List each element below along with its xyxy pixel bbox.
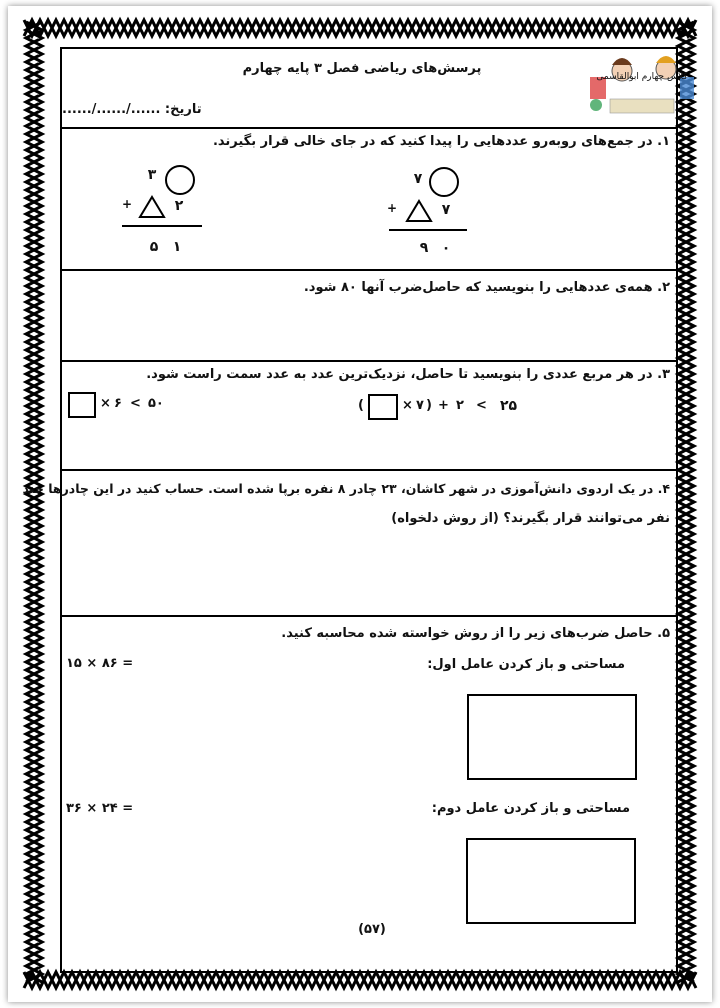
digit: ۱	[172, 239, 182, 255]
question-4-line-1: ۴. در یک اردوی دانش‌آموزی در شهر کاشان، ۲۳ چادر ۸ نفره برپا شده است. حساب کنید در این چادرها چند	[22, 481, 670, 496]
sum-line	[389, 229, 467, 231]
digit: ۵	[149, 239, 159, 255]
digit: ۲	[456, 398, 464, 413]
answer-square[interactable]	[68, 392, 96, 418]
question-3-text: ۳. در هر مربع عددی را بنویسید تا حاصل، نزدیک‌ترین عدد به عدد سمت راست شود.	[146, 367, 670, 382]
digit: ۹	[419, 240, 429, 256]
worksheet-frame	[22, 47, 688, 973]
page-number: (۵۷)	[358, 922, 386, 937]
sum-line	[122, 225, 202, 227]
target-number: ۵۰	[148, 396, 164, 411]
digit: ۰	[441, 240, 451, 256]
question-1-text: ۱. در جمع‌های روبه‌رو عددهایی را پیدا کنید که در جای خالی قرار بگیرند.	[212, 134, 670, 149]
inequality-left	[68, 392, 178, 418]
blank-circle[interactable]	[429, 167, 459, 197]
logo-text: کلاس چهارم ابوالقاسمی	[596, 72, 688, 82]
digit: ۷	[441, 202, 451, 218]
inequality-right	[358, 394, 528, 420]
answer-box-2[interactable]	[466, 838, 636, 924]
method-2-label: مساحتی و باز کردن عامل دوم:	[431, 801, 630, 816]
plus-sign: +	[438, 398, 449, 413]
divider	[62, 127, 676, 129]
divider	[62, 360, 676, 362]
digit: ۷	[413, 171, 423, 187]
multiplication-2: ۳۶ × ۲۴ =	[66, 801, 134, 816]
divider	[62, 469, 676, 471]
answer-box-1[interactable]	[467, 694, 637, 780]
paren: )	[426, 398, 432, 413]
target-number: ۲۵	[500, 398, 518, 414]
page-title: پرسش‌های ریاضی فصل ۳ پایه چهارم	[242, 61, 482, 76]
blank-circle[interactable]	[165, 165, 195, 195]
multiplication-1: ۱۵ × ۸۶ =	[66, 656, 134, 671]
plus-sign: +	[386, 201, 398, 215]
less-than-sign: <	[476, 398, 487, 413]
digit: ۳	[147, 167, 157, 183]
question-5-text: ۵. حاصل ضرب‌های زیر را از روش خواسته شده محاسبه کنید.	[281, 626, 670, 641]
plus-sign: +	[121, 197, 133, 211]
paren: (	[358, 398, 364, 413]
digit: ۶	[114, 396, 122, 411]
digit: ۲	[174, 198, 184, 214]
blank-triangle[interactable]	[405, 199, 433, 223]
question-2-text: ۲. همه‌ی عددهایی را بنویسید که حاصل‌ضرب آنها ۸۰ شود.	[303, 280, 670, 295]
blank-triangle[interactable]	[138, 195, 166, 219]
answer-square[interactable]	[368, 394, 398, 420]
date-field[interactable]: تاریخ: ....../....../......	[62, 102, 202, 117]
worksheet-page	[8, 6, 712, 1002]
digit: ۷	[416, 398, 424, 413]
times-sign: ×	[402, 398, 413, 413]
method-1-label: مساحتی و باز کردن عامل اول:	[427, 657, 625, 672]
divider	[62, 615, 676, 617]
times-sign: ×	[100, 396, 111, 411]
less-than-sign: <	[130, 396, 141, 411]
question-4-line-2: نفر می‌توانند قرار بگیرند؟ (از روش دلخواه)	[391, 511, 670, 526]
divider	[62, 269, 676, 271]
